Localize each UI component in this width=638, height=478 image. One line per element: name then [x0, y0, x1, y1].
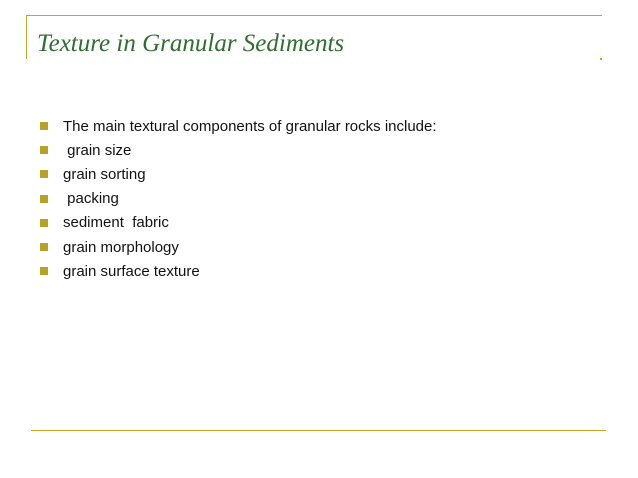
- bullet-text: grain surface texture: [63, 262, 200, 280]
- bullet-item: [40, 187, 437, 211]
- bottom-divider-line: [31, 430, 606, 431]
- slide-title: Texture in Granular Sediments: [37, 30, 345, 57]
- bullet-text: sediment fabric: [63, 214, 169, 232]
- bullet-text: packing: [63, 190, 119, 208]
- square-bullet-icon: [40, 219, 48, 227]
- corner-accent-dot: [600, 58, 602, 60]
- bullet-text: grain sorting: [63, 165, 146, 183]
- bullet-item: [40, 114, 437, 138]
- bullet-text: grain size: [63, 141, 132, 159]
- title-left-accent-line: [26, 15, 27, 59]
- bullet-item: [40, 138, 437, 162]
- square-bullet-icon: [40, 267, 48, 275]
- square-bullet-icon: [40, 146, 48, 154]
- bullet-item: [40, 235, 437, 259]
- bullet-text: The main textural components of granular rocks include:: [63, 117, 437, 135]
- bullet-item: [40, 162, 437, 186]
- square-bullet-icon: [40, 170, 48, 178]
- bullet-item: [40, 211, 437, 235]
- square-bullet-icon: [40, 122, 48, 130]
- bullet-item: [40, 259, 437, 283]
- bullet-list: [40, 114, 437, 283]
- bullet-text: grain morphology: [63, 238, 179, 256]
- square-bullet-icon: [40, 243, 48, 251]
- top-divider-line: [26, 15, 602, 16]
- square-bullet-icon: [40, 195, 48, 203]
